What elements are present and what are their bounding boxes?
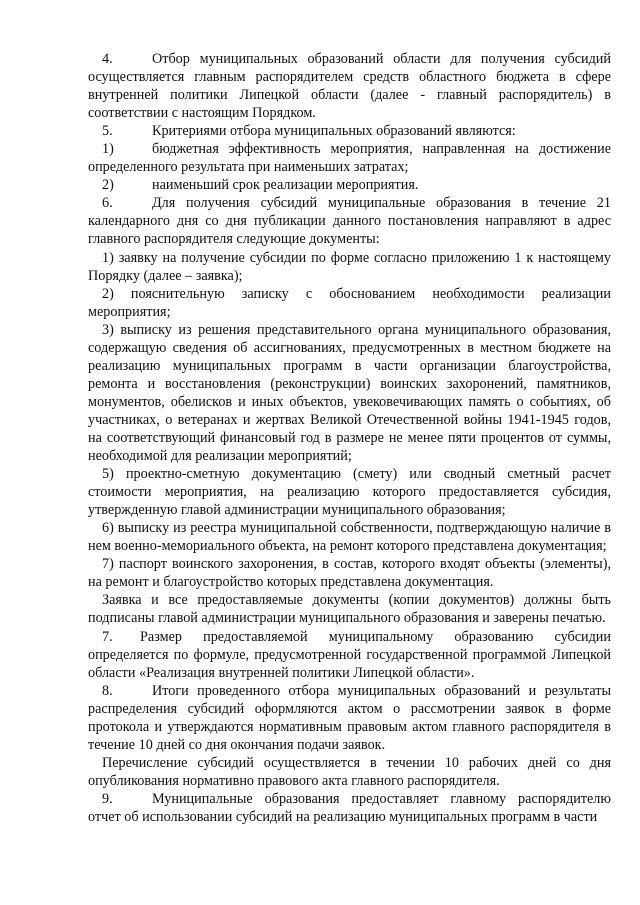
item-number: 8.: [102, 682, 113, 699]
item-number: 6.: [102, 195, 113, 212]
paragraph-9: [88, 790, 611, 826]
item-number: 1): [102, 141, 114, 158]
paragraph-text: Муниципальные образования предоставляет главному распорядителю отчет об использовании субсидий на реализацию муниципальных программ в части: [88, 790, 611, 825]
paragraph-text: Итоги проведенного отбора муниципальных образований и результаты распределения субсидий оформляются актом о рассмотрении заявок в форме протокола и утверждаются нормативным правовым актом главного распорядителя в течение 10 дней со дня окончания подачи заявок.: [88, 682, 611, 753]
paragraph-text: Перечисление субсидий осуществляется в течении 10 рабочих дней со дня опубликования нормативно правового акта главного распорядителя.: [88, 754, 611, 789]
document-item-5: [88, 465, 611, 519]
paragraph-text: 7) паспорт воинского захоронения, в состав, которого входят объекты (элементы), на ремонт и благоустройство которых представлена документация.: [88, 556, 611, 591]
paragraph-text: 1) заявку на получение субсидии по форме согласно приложению 1 к настоящему Порядку (далее – заявка);: [88, 249, 611, 284]
paragraph-text: Размер предоставляемой муниципальному образованию субсидии определяется по формуле, предусмотренной государственной программой Липецкой области «Реализация внутренней политики Липецкой области».: [88, 628, 611, 681]
document-item-7: [88, 555, 611, 591]
paragraph-text: 6) выписку из реестра муниципальной собственности, подтверждающую наличие в нем военно-мемориального объекта, на ремонт которого представлена документация;: [88, 520, 611, 555]
document-body: [88, 50, 611, 826]
criteria-item-2: [88, 176, 611, 194]
paragraph-text: 2) пояснительную записку с обоснованием необходимости реализации мероприятия;: [88, 285, 611, 320]
paragraph-text: Заявка и все предоставляемые документы (копии документов) должны быть подписаны главой администрации муниципального образования и заверены печатью.: [88, 592, 611, 627]
document-item-2: [88, 285, 611, 321]
item-number: 2): [102, 177, 114, 194]
paragraph-text: 5) проектно-сметную документацию (смету) или сводный сметный расчет стоимости мероприятия, на реализацию которого предоставляется субсидия, утвержденную главой администрации муниципального образования;: [88, 466, 611, 519]
item-number: 9.: [102, 790, 113, 807]
paragraph-6: [88, 194, 611, 248]
criteria-item-1: [88, 140, 611, 176]
document-item-3: [88, 321, 611, 465]
signature-requirement: [88, 591, 611, 627]
paragraph-text: 3) выписку из решения представительного органа муниципального образования, содержащую сведения об ассигнованиях, предусмотренных в местном бюджете на реализацию муниципальных программ в части организации благоустройства, ремонта и восстановления (реконструкции) воинских захоронений, памятников, монументов, обелисков и иных объектов, увековечивающих память о событиях, об участниках, о ветеранах и жертвах Великой Отечественной войны 1941-1945 годов, на соответствующий финансовый год в размере не менее пяти процентов от суммы, необходимой для реализации мероприятий;: [88, 321, 611, 465]
paragraph-4: [88, 50, 611, 122]
paragraph-7: [88, 628, 611, 682]
paragraph-text: Отбор муниципальных образований области для получения субсидий осуществляется главным распорядителем средств областного бюджета в сфере внутренней политики Липецкой области (далее - главный распорядитель) в соответствии с настоящим Порядком.: [88, 51, 611, 122]
paragraph-5: [88, 122, 611, 140]
document-item-1: [88, 249, 611, 285]
paragraph-text: бюджетная эффективность мероприятия, направленная на достижение определенного результата при наименьших затратах;: [88, 141, 611, 176]
item-number: 4.: [102, 51, 113, 67]
paragraph-8: [88, 682, 611, 754]
item-number: 7.: [102, 628, 113, 645]
transfer-paragraph: [88, 754, 611, 790]
paragraph-text: наименьший срок реализации мероприятия.: [152, 177, 419, 194]
paragraph-text: Для получения субсидий муниципальные образования в течение 21 календарного дня со дня публикации данного постановления направляют в адрес главного распорядителя следующие документы:: [88, 195, 611, 248]
document-item-6: [88, 519, 611, 555]
item-number: 5.: [102, 123, 113, 140]
paragraph-text: Критериями отбора муниципальных образований являются:: [152, 123, 516, 140]
